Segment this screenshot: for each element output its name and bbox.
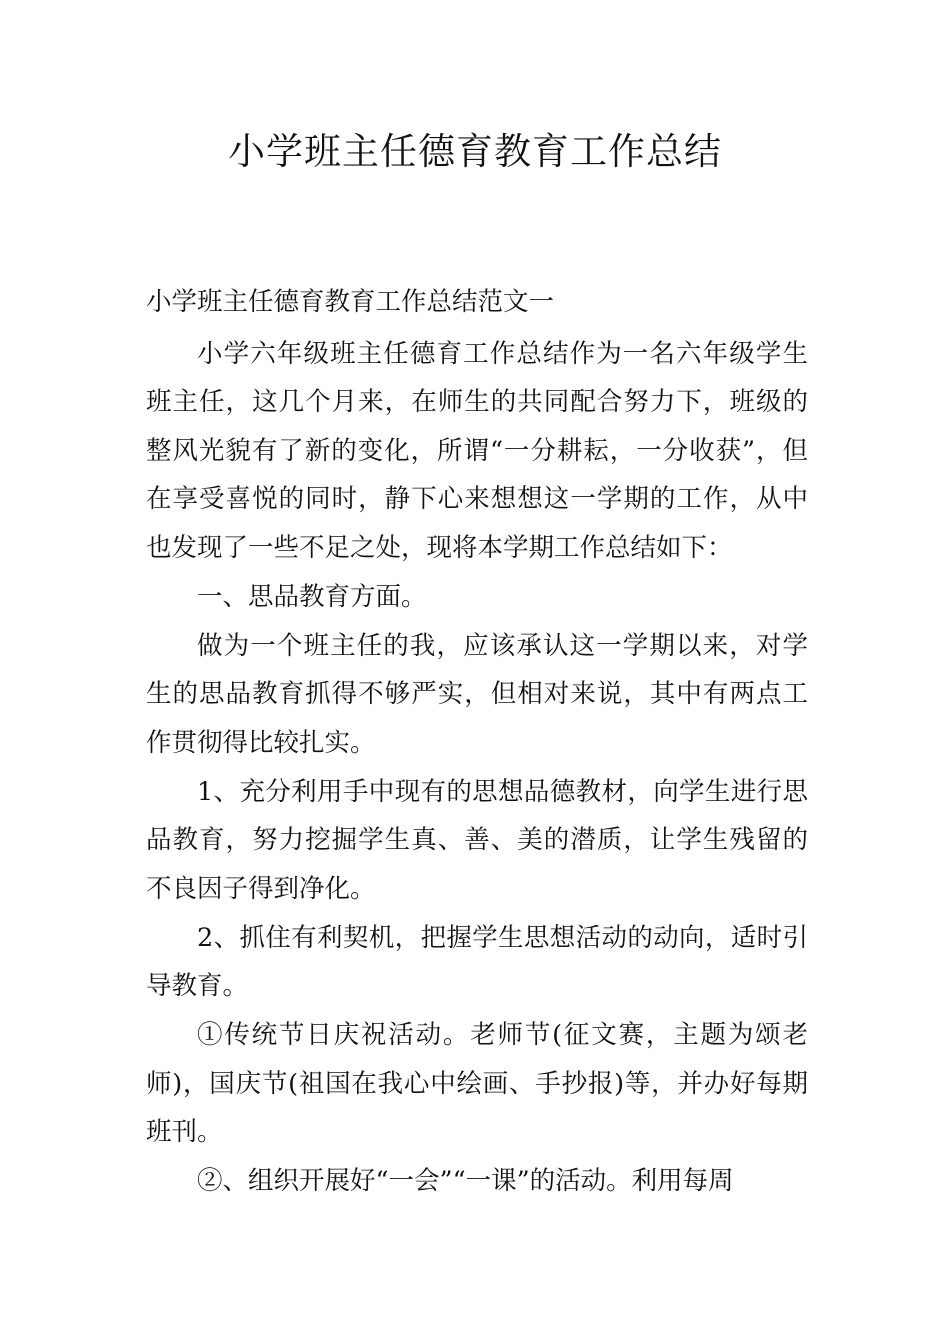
document-title: 小学班主任德育教育工作总结 (228, 130, 722, 173)
list-item: 1、充分利用手中现有的思想品德教材，向学生进行思品教育，努力挖掘学生真、善、美的潜质，让学生残留的不良因子得到净化。 (146, 776, 808, 904)
list-item: ①传统节日庆祝活动。老师节(征文赛，主题为颂老师)，国庆节(祖国在我心中绘画、手抄报)等，并办好每期班刊。 (146, 1020, 808, 1147)
paragraph: 做为一个班主任的我，应该承认这一学期以来，对学生的思品教育抓得不够严实，但相对来说，其中有两点工作贯彻得比较扎实。 (146, 630, 808, 758)
document-body (146, 278, 808, 1206)
paragraph: 小学六年级班主任德育工作总结作为一名六年级学生班主任，这几个月来，在师生的共同配合努力下，班级的整风光貌有了新的变化，所谓“一分耕耘，一分收获”，但在享受喜悦的同时，静下心来想想这一学期的工作，从中也发现了一些不足之处，现将本学期工作总结如下： (146, 338, 808, 563)
list-item: 2、抓住有利契机，把握学生思想活动的动向，适时引导教育。 (146, 922, 808, 1001)
section-heading: 一、思品教育方面。 (197, 581, 427, 612)
document-subtitle: 小学班主任德育教育工作总结范文一 (146, 287, 555, 317)
list-item: ②、组织开展好“一会”“一课”的活动。利用每周 (197, 1166, 734, 1196)
